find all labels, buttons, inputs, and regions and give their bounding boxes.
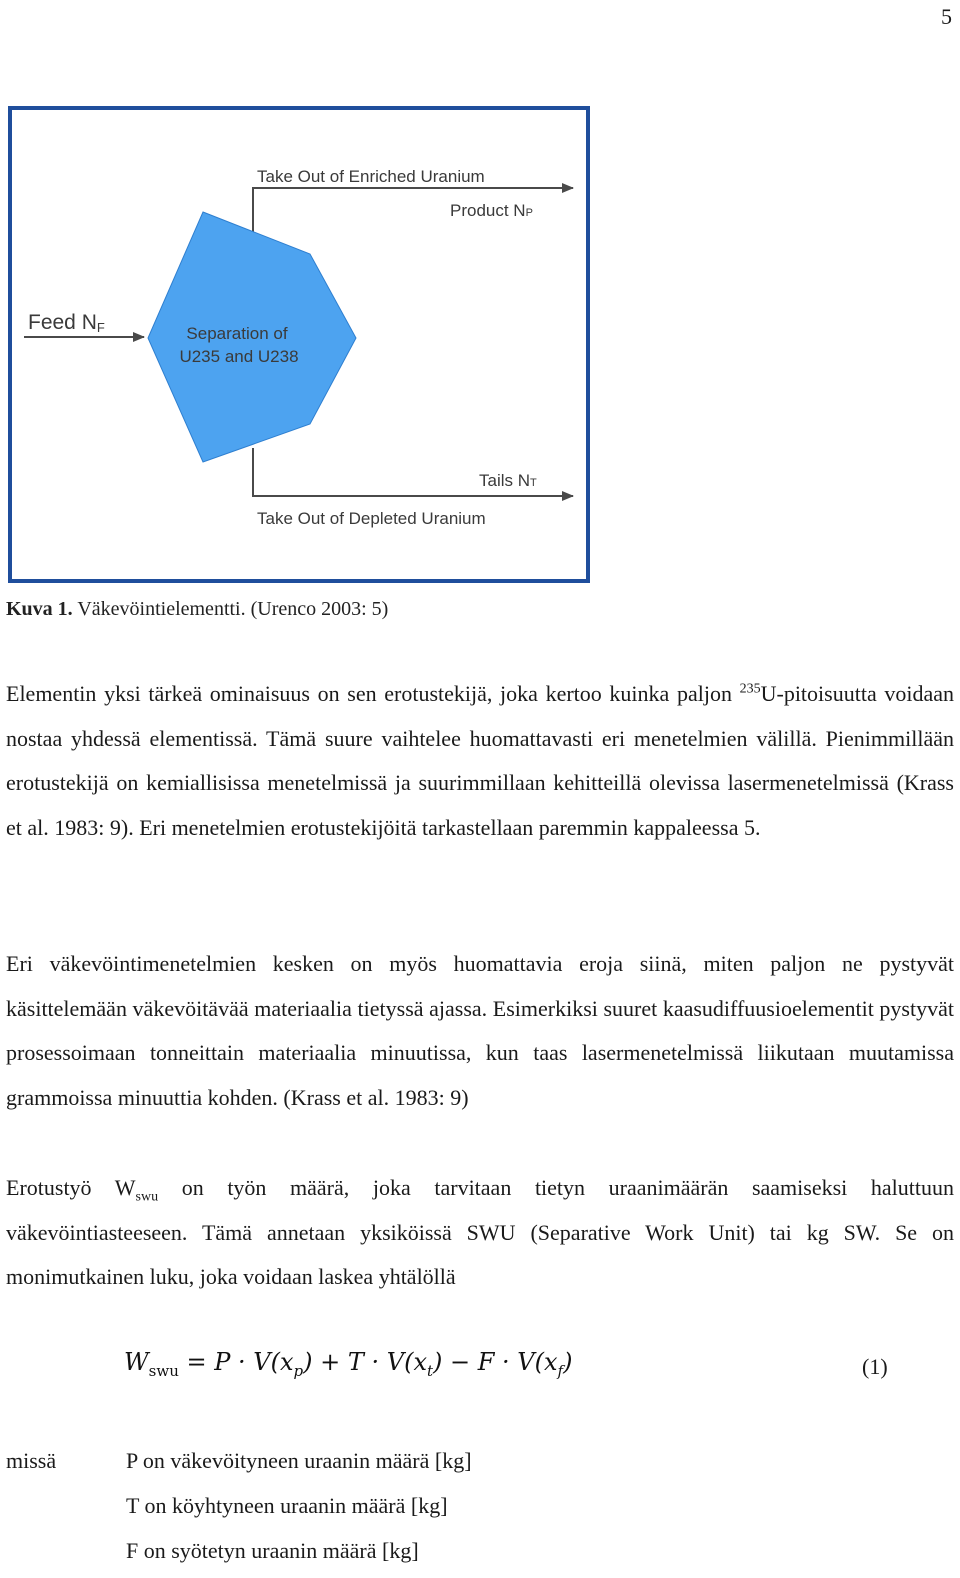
- figure-caption: [6, 598, 388, 621]
- paragraph-separation-factor: [6, 672, 954, 850]
- caption-label: Kuva 1.: [6, 598, 73, 620]
- definition-t: T on köyhtyneen uraanin määrä [kg]: [126, 1493, 448, 1518]
- equation-number: (1): [862, 1354, 888, 1379]
- enriched-takeout-label: Take Out of Enriched Uranium: [257, 167, 485, 186]
- enrichment-element-figure: [8, 106, 591, 584]
- eq-part-4: ): [563, 1348, 573, 1376]
- eq-sub-t: t: [426, 1361, 434, 1380]
- eq-sub-p: p: [293, 1361, 304, 1380]
- eq-sub-f: f: [557, 1361, 564, 1380]
- tails-label: Tails NT: [479, 471, 537, 490]
- p3-text-b: on työn määrä, joka tarvitaan tietyn uraanimäärän saamiseksi haluttuun väkevöintiasteeseen. Tämä annetaan yksiköissä SWU (Separative Work Unit) tai kg SW. Se on monimutkainen luku, joka voidaan laskea yhtälöllä: [6, 1175, 954, 1289]
- p1-text-b: U-pitoisuutta voidaan nostaa yhdessä elementissä. Tämä suure vaihtelee huomattavasti eri menetelmien välillä. Pienimmillään erotustekijä on kemiallisissa menetelmissä ja suurimmillaan kehitteillä olevissa lasermenetelmissä (Krass et al. 1983: 9). Eri menetelmien erotustekijöitä tarkastellaan paremmin kappaleessa 5.: [6, 681, 955, 840]
- separation-label-line2: U235 and U238: [179, 347, 299, 366]
- separation-label-line1: Separation of: [186, 324, 288, 343]
- feed-label: Feed NF: [28, 311, 105, 335]
- p3-text-a: Erotustyö W: [6, 1175, 136, 1200]
- p1-superscript: 235: [739, 681, 761, 697]
- eq-lhs: W: [124, 1348, 149, 1376]
- paragraph-throughput: Eri väkevöintimenetelmien kesken on myös huomattavia eroja siinä, miten paljon ne pystyvät käsittelemään väkevöitävää materiaalia tietyssä ajassa. Esimerkiksi suuret kaasudiffuusioelementit pystyvät prosessoimaan tonneittain materiaalia minuutissa, kun taas lasermenetelmissä liikutaan muutamissa grammoissa minuuttia kohden. (Krass et al. 1983: 9): [6, 951, 954, 1110]
- depleted-takeout-label: Take Out of Depleted Uranium: [257, 509, 486, 528]
- p3-subscript: swu: [135, 1189, 159, 1205]
- eq-part-3: ) − F · V(x: [433, 1348, 558, 1376]
- eq-part-2: ) + T · V(x: [303, 1348, 427, 1376]
- page-number: 5: [941, 4, 952, 29]
- caption-text: Väkevöintielementti. (Urenco 2003: 5): [72, 598, 389, 620]
- enrichment-diagram: [8, 106, 591, 584]
- definition-term: missä: [6, 1448, 57, 1473]
- paragraph-separative-work: [6, 1166, 954, 1300]
- eq-lhs-sub: swu: [148, 1361, 179, 1380]
- definition-f: F on syötetyn uraanin määrä [kg]: [126, 1538, 419, 1563]
- p1-text-a: Elementin yksi tärkeä ominaisuus on sen erotustekijä, joka kertoo kuinka paljon: [6, 681, 740, 706]
- eq-part-1: = P · V(x: [178, 1348, 294, 1376]
- definition-p: P on väkevöityneen uraanin määrä [kg]: [126, 1448, 472, 1473]
- swu-equation: [124, 1348, 572, 1380]
- product-label: Product NP: [450, 201, 533, 220]
